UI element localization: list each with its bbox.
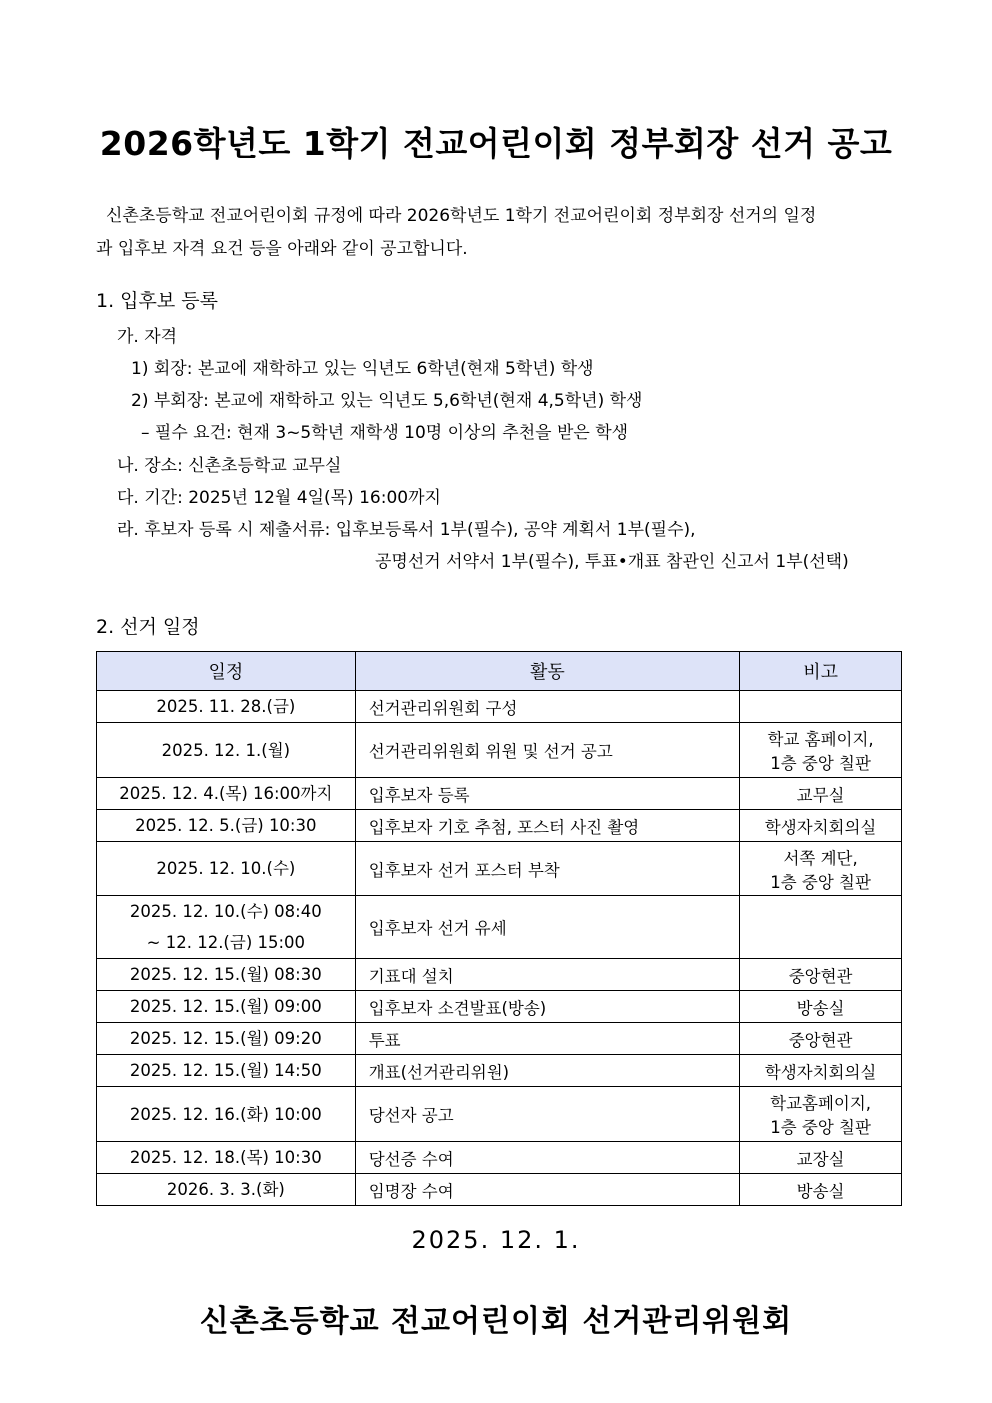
registration-period: 다. 기간: 2025년 12월 4일(목) 16:00까지 bbox=[117, 488, 441, 508]
intro-line-1: 신촌초등학교 전교어린이회 규정에 따라 2026학년도 1학기 전교어린이회 정부회장 선거의 일정 bbox=[106, 206, 817, 226]
schedule-date: 2025. 12. 1.(월) bbox=[97, 723, 356, 778]
schedule-date: 2025. 12. 4.(목) 16:00까지 bbox=[97, 778, 356, 810]
schedule-date: 2025. 12. 10.(수) bbox=[97, 842, 356, 896]
table-row bbox=[97, 1023, 902, 1055]
schedule-note: 학생자치회의실 bbox=[740, 810, 902, 842]
schedule-activity: 개표(선거관리위원) bbox=[355, 1055, 740, 1087]
schedule-date: 2025. 11. 28.(금) bbox=[97, 691, 356, 723]
schedule-activity: 입후보자 소견발표(방송) bbox=[355, 991, 740, 1023]
column-header-activity: 활동 bbox=[355, 652, 740, 691]
schedule-note: 중앙현관 bbox=[740, 1023, 902, 1055]
schedule-date: 2025. 12. 18.(목) 10:30 bbox=[97, 1142, 356, 1174]
table-header-row bbox=[97, 652, 902, 691]
schedule-date: 2026. 3. 3.(화) bbox=[97, 1174, 356, 1206]
section-1-heading: 1. 입후보 등록 bbox=[96, 290, 218, 312]
schedule-date: 2025. 12. 10.(수) 08:40 ~ 12. 12.(금) 15:00 bbox=[97, 896, 356, 959]
schedule-activity: 입후보자 선거 포스터 부착 bbox=[355, 842, 740, 896]
schedule-note bbox=[740, 896, 902, 959]
table-row bbox=[97, 810, 902, 842]
schedule-date: 2025. 12. 16.(화) 10:00 bbox=[97, 1087, 356, 1142]
election-schedule-table bbox=[96, 651, 902, 1206]
table-row bbox=[97, 1174, 902, 1206]
schedule-date: 2025. 12. 15.(월) 08:30 bbox=[97, 959, 356, 991]
schedule-date: 2025. 12. 15.(월) 14:50 bbox=[97, 1055, 356, 1087]
schedule-note: 학생자치회의실 bbox=[740, 1055, 902, 1087]
schedule-activity: 선거관리위원회 위원 및 선거 공고 bbox=[355, 723, 740, 778]
qualification-vice-president: 2) 부회장: 본교에 재학하고 있는 익년도 5,6학년(현재 4,5학년) 학생 bbox=[131, 391, 643, 411]
announcement-date: 2025. 12. 1. bbox=[411, 1226, 581, 1254]
schedule-activity: 당선증 수여 bbox=[355, 1142, 740, 1174]
schedule-note: 방송실 bbox=[740, 991, 902, 1023]
schedule-activity: 임명장 수여 bbox=[355, 1174, 740, 1206]
schedule-activity: 당선자 공고 bbox=[355, 1087, 740, 1142]
schedule-activity: 선거관리위원회 구성 bbox=[355, 691, 740, 723]
registration-place: 나. 장소: 신촌초등학교 교무실 bbox=[117, 456, 342, 476]
schedule-note: 학교홈페이지, 1층 중앙 칠판 bbox=[740, 1087, 902, 1142]
table-row bbox=[97, 959, 902, 991]
qualification-heading: 가. 자격 bbox=[117, 327, 178, 347]
schedule-activity: 기표대 설치 bbox=[355, 959, 740, 991]
table-row bbox=[97, 896, 902, 959]
schedule-note: 서쪽 계단, 1층 중앙 칠판 bbox=[740, 842, 902, 896]
table-row bbox=[97, 991, 902, 1023]
table-row bbox=[97, 842, 902, 896]
required-documents-line-2: 공명선거 서약서 1부(필수), 투표•개표 참관인 신고서 1부(선택) bbox=[375, 552, 849, 572]
schedule-activity: 입후보자 등록 bbox=[355, 778, 740, 810]
schedule-activity: 투표 bbox=[355, 1023, 740, 1055]
column-header-date: 일정 bbox=[97, 652, 356, 691]
intro-line-2: 과 입후보 자격 요건 등을 아래와 같이 공고합니다. bbox=[96, 239, 468, 259]
schedule-note: 교무실 bbox=[740, 778, 902, 810]
schedule-note: 교장실 bbox=[740, 1142, 902, 1174]
schedule-date: 2025. 12. 5.(금) 10:30 bbox=[97, 810, 356, 842]
schedule-note bbox=[740, 691, 902, 723]
schedule-note: 방송실 bbox=[740, 1174, 902, 1206]
required-documents-line-1: 라. 후보자 등록 시 제출서류: 입후보등록서 1부(필수), 공약 계획서 1부(필수), bbox=[117, 520, 696, 540]
schedule-activity: 입후보자 기호 추첨, 포스터 사진 촬영 bbox=[355, 810, 740, 842]
table-row bbox=[97, 778, 902, 810]
section-2-heading: 2. 선거 일정 bbox=[96, 616, 200, 638]
qualification-requirement: – 필수 요건: 현재 3~5학년 재학생 10명 이상의 추천을 받은 학생 bbox=[141, 423, 629, 443]
intro-paragraph bbox=[96, 200, 901, 266]
schedule-date: 2025. 12. 15.(월) 09:00 bbox=[97, 991, 356, 1023]
table-row bbox=[97, 723, 902, 778]
schedule-date: 2025. 12. 15.(월) 09:20 bbox=[97, 1023, 356, 1055]
qualification-president: 1) 회장: 본교에 재학하고 있는 익년도 6학년(현재 5학년) 학생 bbox=[131, 359, 594, 379]
table-row bbox=[97, 1055, 902, 1087]
schedule-note: 중앙현관 bbox=[740, 959, 902, 991]
schedule-note: 학교 홈페이지, 1층 중앙 칠판 bbox=[740, 723, 902, 778]
document-title: 2026학년도 1학기 전교어린이회 정부회장 선거 공고 bbox=[99, 124, 893, 163]
table-row bbox=[97, 1142, 902, 1174]
table-row bbox=[97, 691, 902, 723]
schedule-activity: 입후보자 선거 유세 bbox=[355, 896, 740, 959]
table-row bbox=[97, 1087, 902, 1142]
column-header-note: 비고 bbox=[740, 652, 902, 691]
issuing-committee: 신촌초등학교 전교어린이회 선거관리위원회 bbox=[199, 1304, 793, 1339]
